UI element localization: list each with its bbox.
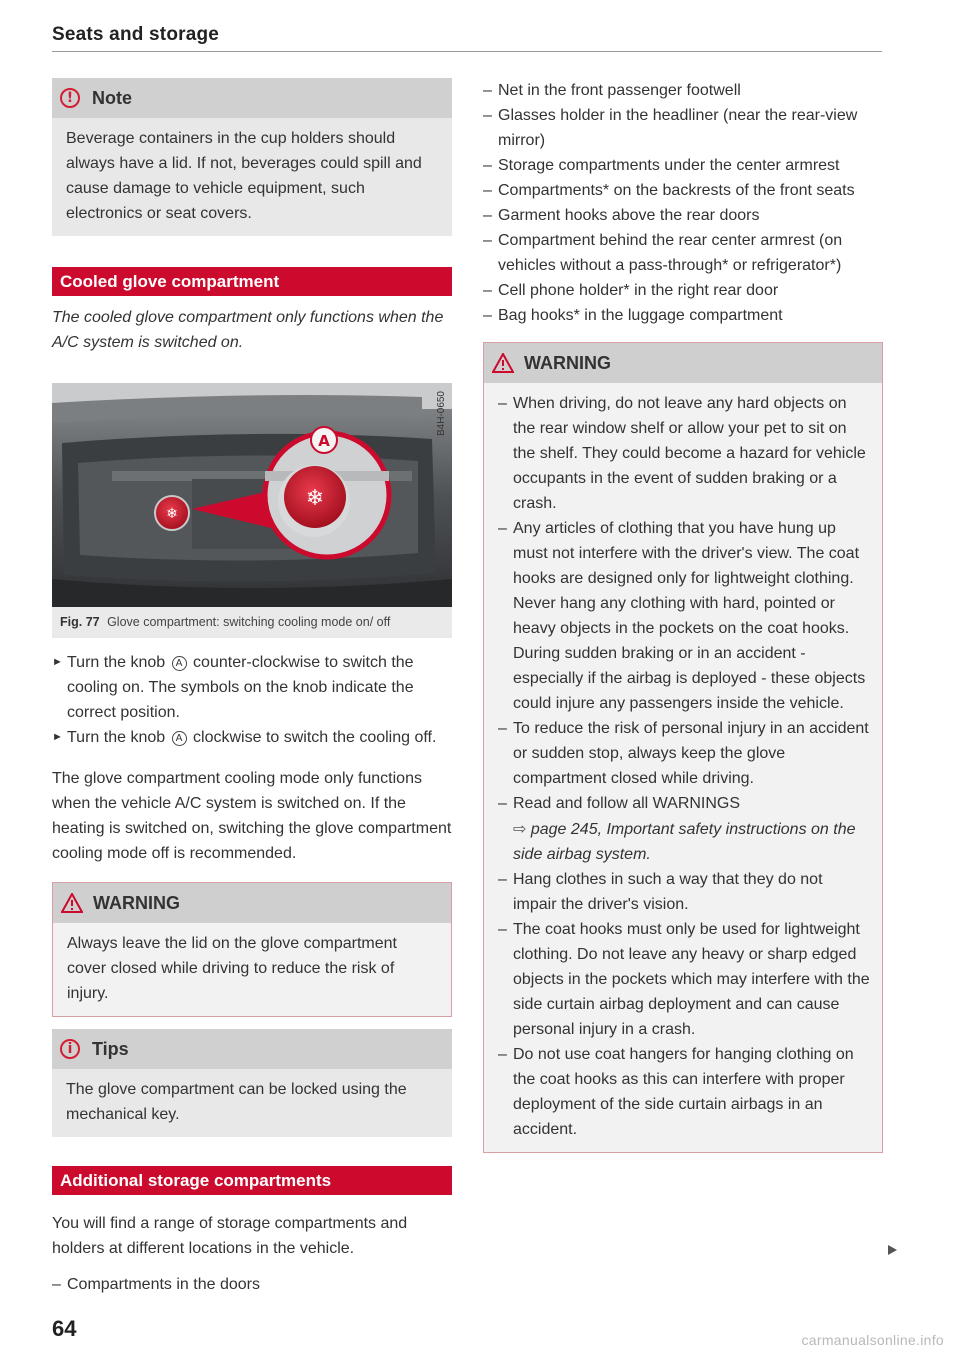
info-icon: i <box>60 1039 80 1059</box>
step-item: ► Turn the knob A counter-clockwise to switch the cooling on. The symbols on the knob indicate the correct position. <box>52 650 452 725</box>
tips-header <box>52 1029 452 1069</box>
warning-body: Always leave the lid on the glove compartment cover closed while driving to reduce the risk of injury. <box>67 935 397 1002</box>
figure-callout-a: A <box>318 432 330 450</box>
warning-item: – When driving, do not leave any hard objects on the rear window shelf or allow your pet to sit on the shelf. They could become a hazard for vehicle occupants in the event of sudden braking or a crash. <box>498 391 870 516</box>
list-item: – Bag hooks* in the luggage compartment <box>483 303 883 328</box>
note-body: Beverage containers in the cup holders should always have a lid. If not, beverages could spill and cause damage to vehicle equipment, such electronics or seat covers. <box>66 130 422 222</box>
note-header <box>52 78 452 118</box>
warning-item: – Hang clothes in such a way that they do not impair the driver's vision. <box>498 867 870 917</box>
warning-triangle-icon <box>61 893 83 913</box>
section-title: Seats and storage <box>52 24 220 45</box>
note-box <box>52 78 452 236</box>
callout-a-icon: A <box>172 656 187 671</box>
list-item: – Cell phone holder* in the right rear door <box>483 278 883 303</box>
warning-header <box>484 343 882 383</box>
exclamation-icon: ! <box>60 88 80 108</box>
svg-text:❄: ❄ <box>166 506 178 522</box>
page-number: 64 <box>52 1316 77 1341</box>
cooled-intro: The cooled glove compartment only functions when the A/C system is switched on. <box>52 309 444 351</box>
continue-arrow-icon <box>888 1245 897 1255</box>
warning-item: – Any articles of clothing that you have hung up must not interfere with the driver's view. The coat hooks are designed only for lightweight clothing. Never hang any clothing with hard, pointed or heavy objects in the pockets on the coat hooks. During sudden braking or in an accident - especially if the airbag is deployed - these objects could injure any passengers inside the vehicle. <box>498 516 870 716</box>
warning-triangle-icon <box>492 353 514 373</box>
list-item: – Compartments in the doors <box>52 1272 452 1297</box>
warning-box-left <box>52 882 452 1017</box>
additional-heading: Additional storage compartments <box>52 1166 452 1195</box>
list-item: – Garment hooks above the rear doors <box>483 203 883 228</box>
left-column <box>52 78 452 1297</box>
header-rule <box>52 51 882 52</box>
warning-item: – The coat hooks must only be used for lightweight clothing. Do not leave any heavy or sharp edged objects in the pockets which may interfere with the side curtain airbag deployment and can cause personal injury in a crash. <box>498 917 870 1042</box>
callout-a-icon: A <box>172 731 187 746</box>
warning-item: – Do not use coat hangers for hanging clothing on the coat hooks as this can interfere with proper deployment of the side curtain airbags in an accident. <box>498 1042 870 1142</box>
warning-box-right <box>483 342 883 1153</box>
list-item: – Storage compartments under the center armrest <box>483 153 883 178</box>
warning-item: – To reduce the risk of personal injury in an accident or sudden stop, always keep the glove compartment closed while driving. <box>498 716 870 791</box>
warning-header <box>53 883 451 923</box>
watermark: carmanualsonline.info <box>801 1332 944 1348</box>
list-item: – Compartments* on the backrests of the front seats <box>483 178 883 203</box>
additional-intro: You will find a range of storage compartments and holders at different locations in the vehicle. <box>52 1215 408 1257</box>
figure-code: B4H-0650 <box>436 391 447 437</box>
caption-text: Glove compartment: switching cooling mode on/ off <box>107 615 391 629</box>
tips-title: Tips <box>92 1038 129 1059</box>
tips-body: The glove compartment can be locked using the mechanical key. <box>66 1081 407 1123</box>
list-item: – Glasses holder in the headliner (near the rear-view mirror) <box>483 103 883 153</box>
cooling-paragraph: The glove compartment cooling mode only functions when the vehicle A/C system is switched on. If the heating is switched on, switching the glove compartment cooling mode off is recommended. <box>52 770 452 862</box>
glove-compartment-figure <box>52 383 452 607</box>
tips-box <box>52 1029 452 1137</box>
warning-item: – Read and follow all WARNINGS ⇨ page 245, Important safety instructions on the side airbag system. <box>498 791 870 867</box>
svg-text:❄: ❄ <box>305 486 325 511</box>
step-item: ► Turn the knob A clockwise to switch the cooling off. <box>52 725 452 750</box>
right-column <box>483 78 883 1153</box>
glove-compartment-illustration <box>52 383 452 607</box>
figure-caption <box>52 607 452 638</box>
caption-label: Fig. 77 <box>60 615 100 629</box>
note-title: Note <box>92 87 132 108</box>
cooled-heading: Cooled glove compartment <box>52 267 452 296</box>
warning-list <box>484 383 882 1152</box>
cross-reference-link[interactable]: page 245, Important safety instructions on the side airbag system. <box>513 821 856 863</box>
list-item: – Compartment behind the rear center armrest (on vehicles without a pass-through* or refrigerator*) <box>483 228 883 278</box>
cross-reference-arrow-icon: ⇨ <box>513 819 527 838</box>
warning-title: WARNING <box>524 352 611 373</box>
warning-title: WARNING <box>93 892 180 913</box>
list-item: – Net in the front passenger footwell <box>483 78 883 103</box>
